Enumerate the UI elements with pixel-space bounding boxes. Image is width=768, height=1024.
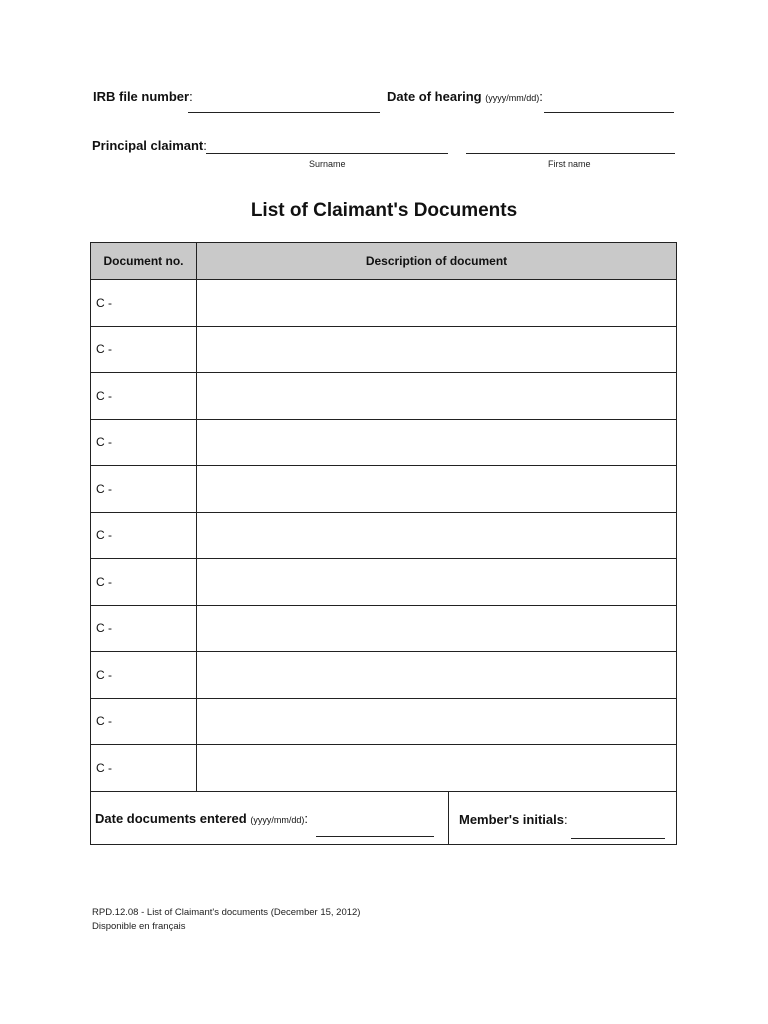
irb-file-number-field[interactable]: [188, 112, 380, 113]
table-row: [91, 373, 677, 420]
document-no-cell[interactable]: C -: [91, 605, 197, 652]
principal-claimant-label: Principal claimant:: [92, 138, 207, 153]
document-no-cell[interactable]: C -: [91, 512, 197, 559]
french-availability-note: Disponible en français: [92, 921, 186, 932]
form-reference: RPD.12.08 - List of Claimant's documents (December 15, 2012): [92, 907, 361, 918]
table-row: [91, 559, 677, 606]
table-row: [91, 280, 677, 327]
members-initials-field[interactable]: [571, 838, 665, 839]
document-no-cell[interactable]: C -: [91, 466, 197, 513]
description-cell[interactable]: [197, 698, 677, 745]
surname-field[interactable]: [206, 153, 448, 154]
document-no-cell[interactable]: C -: [91, 698, 197, 745]
date-of-hearing-label: Date of hearing (yyyy/mm/dd):: [387, 89, 543, 104]
table-row: [91, 745, 677, 792]
document-no-cell[interactable]: C -: [91, 745, 197, 792]
date-documents-entered-label: Date documents entered (yyyy/mm/dd):: [95, 811, 308, 826]
surname-caption: Surname: [309, 159, 346, 169]
table-header-row: [91, 243, 677, 280]
document-no-cell[interactable]: C -: [91, 326, 197, 373]
table-row: [91, 326, 677, 373]
description-cell[interactable]: [197, 466, 677, 513]
first-name-field[interactable]: [466, 153, 675, 154]
members-initials-label: Member's initials:: [459, 812, 568, 827]
first-name-caption: First name: [548, 159, 591, 169]
table-row: [91, 605, 677, 652]
description-cell[interactable]: [197, 745, 677, 792]
column-header-description: Description of document: [197, 243, 677, 280]
document-no-cell[interactable]: C -: [91, 559, 197, 606]
description-cell[interactable]: [197, 652, 677, 699]
table-row: [91, 419, 677, 466]
table-row: [91, 652, 677, 699]
description-cell[interactable]: [197, 373, 677, 420]
column-header-document-no: Document no.: [91, 243, 197, 280]
description-cell[interactable]: [197, 280, 677, 327]
documents-table: [90, 242, 677, 792]
document-no-cell[interactable]: C -: [91, 373, 197, 420]
table-row: [91, 512, 677, 559]
date-documents-entered-field[interactable]: [316, 836, 434, 837]
description-cell[interactable]: [197, 559, 677, 606]
irb-file-number-label: IRB file number:: [93, 89, 193, 104]
description-cell[interactable]: [197, 605, 677, 652]
description-cell[interactable]: [197, 512, 677, 559]
description-cell[interactable]: [197, 419, 677, 466]
table-row: [91, 698, 677, 745]
document-no-cell[interactable]: C -: [91, 652, 197, 699]
footer-box: [90, 792, 677, 845]
description-cell[interactable]: [197, 326, 677, 373]
document-no-cell[interactable]: C -: [91, 419, 197, 466]
footer-divider: [448, 792, 449, 844]
document-no-cell[interactable]: C -: [91, 280, 197, 327]
page-title: List of Claimant's Documents: [250, 200, 518, 221]
date-of-hearing-field[interactable]: [544, 112, 674, 113]
table-row: [91, 466, 677, 513]
